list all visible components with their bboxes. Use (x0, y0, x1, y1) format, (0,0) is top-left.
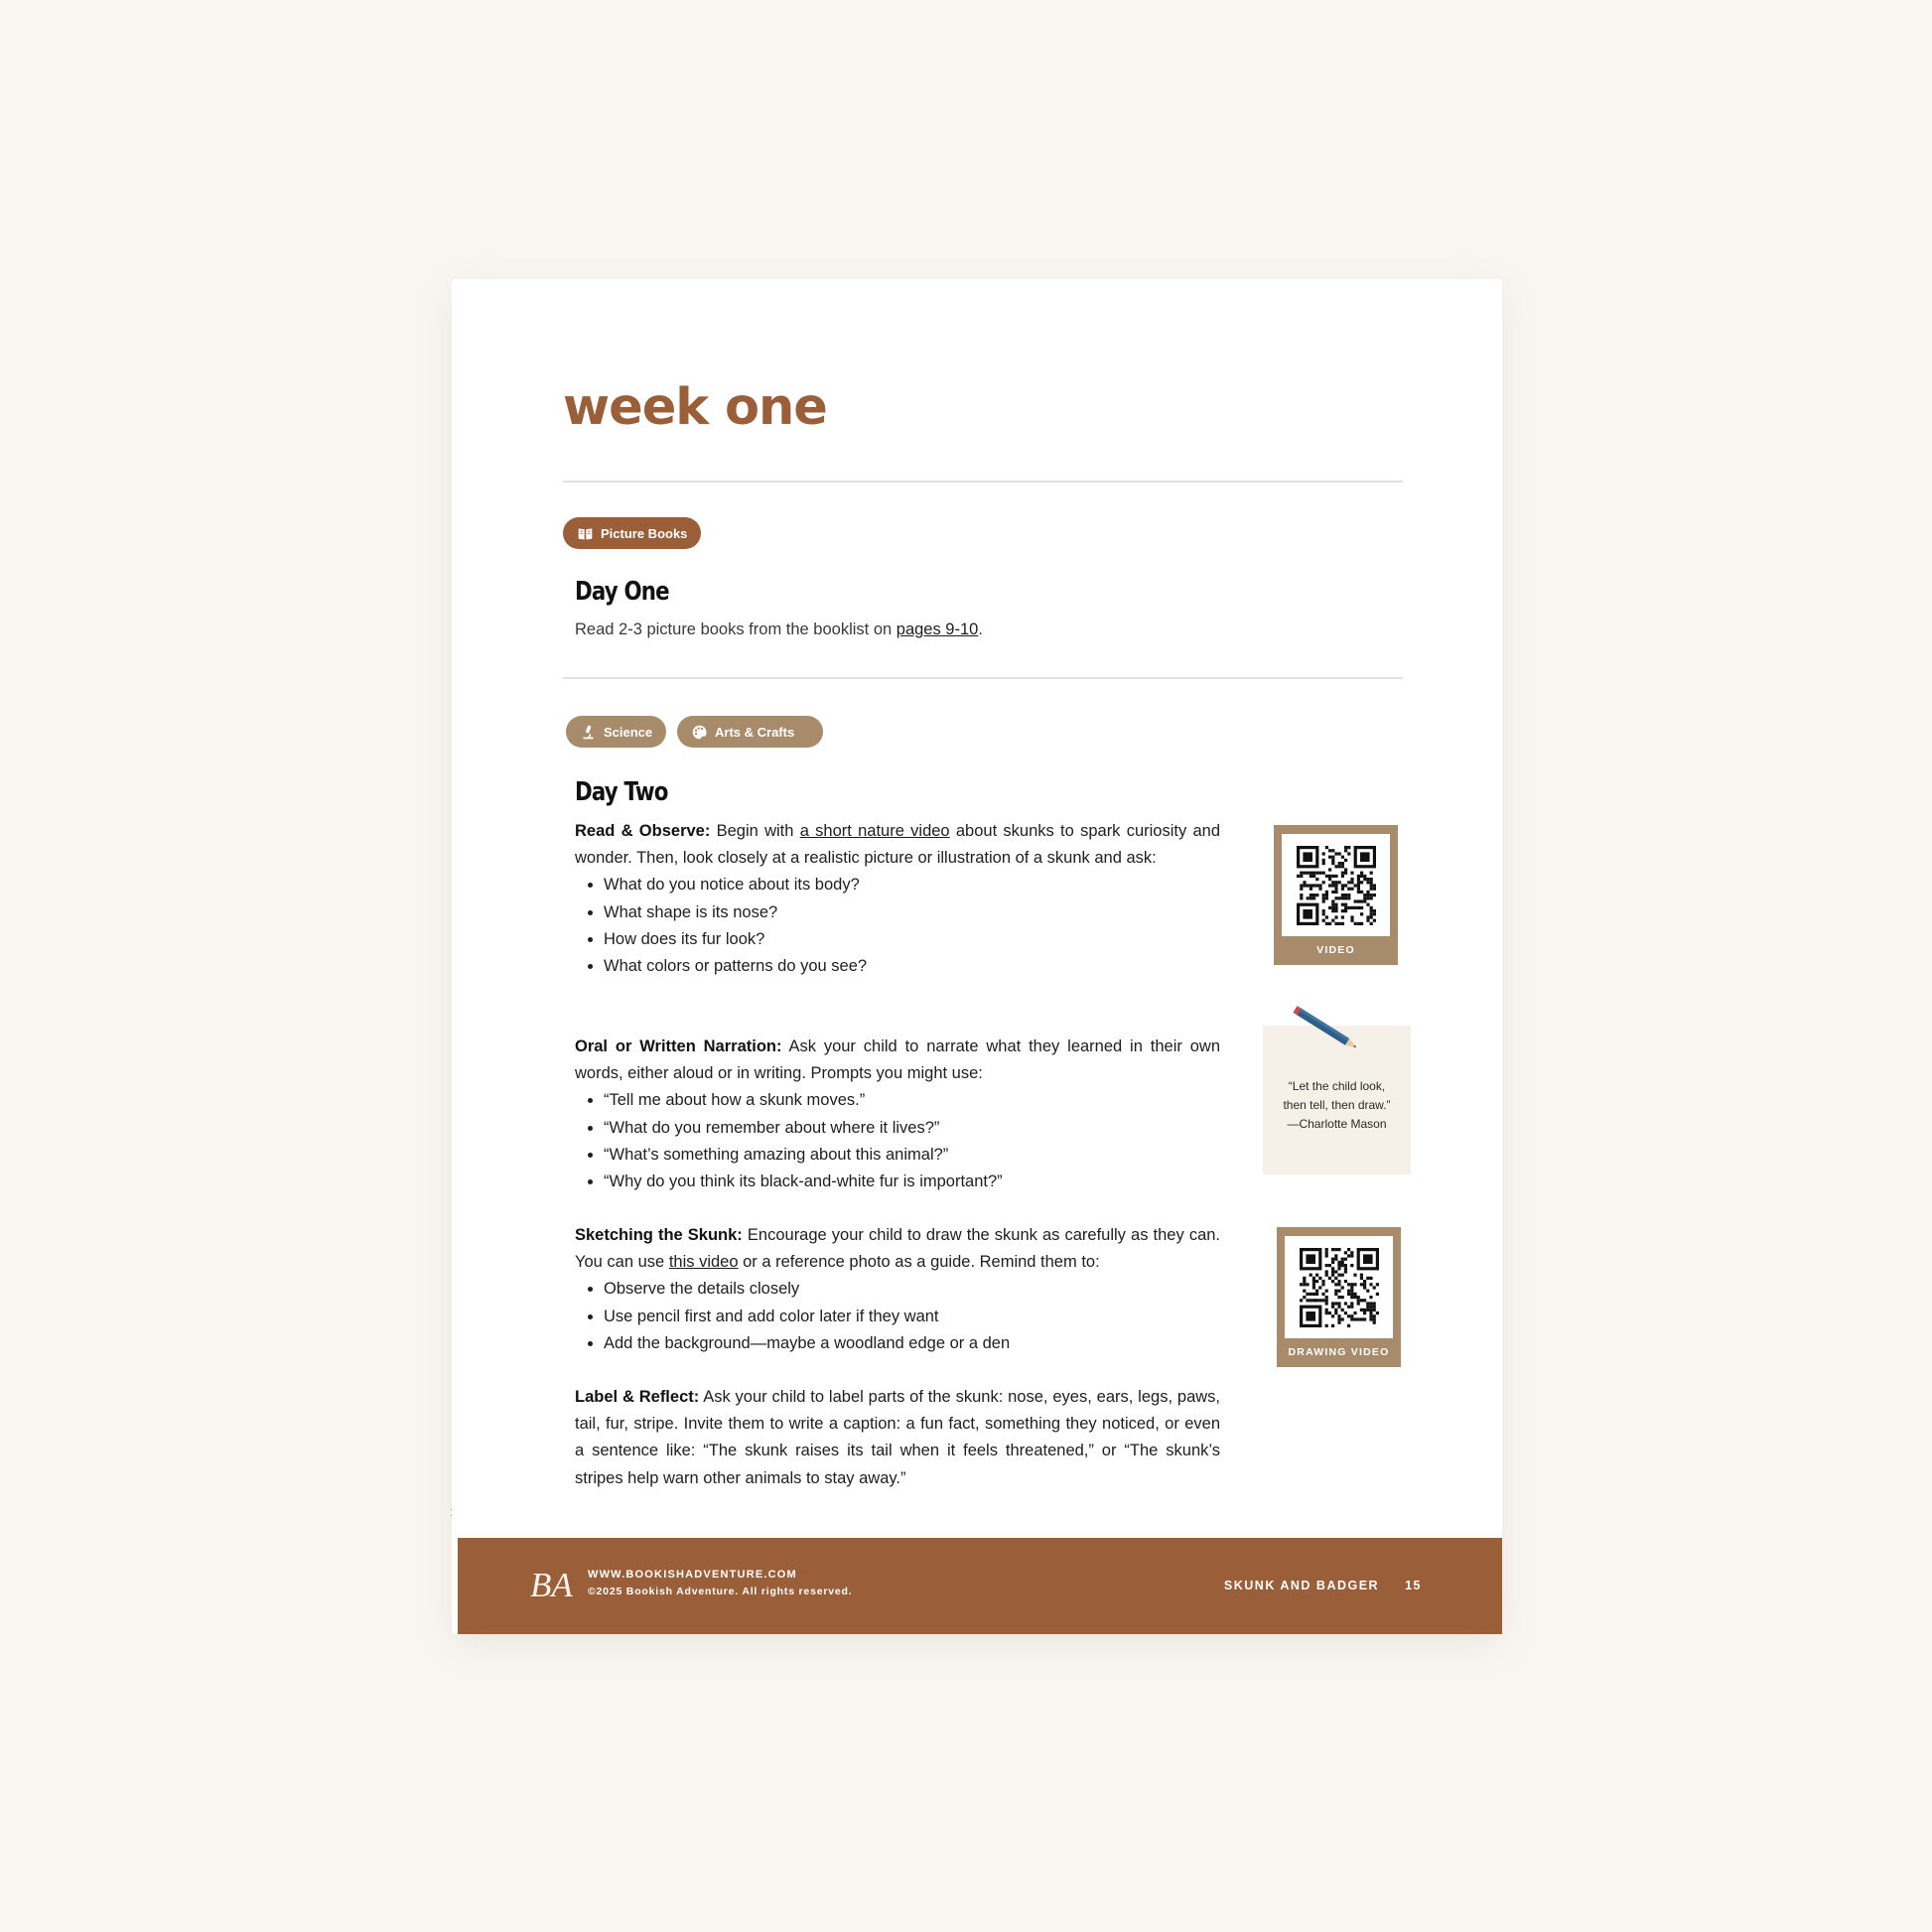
brand-logo: BA (530, 1566, 573, 1604)
pages-link[interactable]: pages 9-10 (896, 621, 979, 638)
qr-label: VIDEO (1316, 944, 1355, 956)
divider (563, 481, 1403, 483)
label-reflect-section: Label & Reflect: Ask your child to label parts of the skunk: nose, eyes, ears, legs, paws, tail, fur, stripe. Invite them to write a caption: a fun fact, something they noticed, or even a sentence like: “The skunk raises its tail when it feels threatened,” or “The skunk’s stripes help warn other animals to stay away.” (575, 1388, 1220, 1487)
list-item: • “What’s something amazing about this animal?” (604, 1142, 1220, 1169)
narration-prompts (575, 1087, 1220, 1195)
sketching-reminders (575, 1276, 1220, 1357)
list-item: • Use pencil first and add color later if they want (604, 1304, 1220, 1330)
tag-label: Picture Books (601, 525, 688, 541)
week-title: week one (563, 378, 827, 437)
day-one-text: Read 2-3 picture books from the booklist on pages 9-10. (575, 621, 983, 638)
sketching-section: Sketching the Skunk: Encourage your child to draw the skunk as carefully as they can. You can use this video or a reference photo as a guide. Remind them to: • Observe the details closely • Use pencil first and add color later if they want • Add the background—maybe a woodland edge or a den (575, 1222, 1220, 1357)
qr-code-icon (1297, 846, 1376, 925)
book-icon (577, 525, 594, 542)
page-footer (458, 1538, 1502, 1634)
worksheet-page (452, 279, 1502, 1634)
list-item: • “What do you remember about where it lives?” (604, 1115, 1220, 1142)
list-item: • “Why do you think its black-and-white fur is important?” (604, 1169, 1220, 1195)
pencil-icon (1288, 1004, 1367, 1058)
list-item: • What shape is its nose? (604, 899, 1220, 926)
footer-meta (1224, 1579, 1422, 1592)
microscope-icon (580, 724, 597, 741)
qr-code-icon (1300, 1248, 1379, 1327)
qr-label: DRAWING VIDEO (1288, 1346, 1390, 1358)
edge-marker: ⁚ (450, 1508, 454, 1519)
tag-science (566, 716, 666, 748)
read-observe-section: Read & Observe: Begin with a short nature video about skunks to spark curiosity and wonder. Then, look closely at a realistic picture or illustration of a skunk and ask: • What do you notice about its body? • What shape is its nose? • How does its fur look? • What colors or patterns do you see? (575, 818, 1220, 980)
qr-drawing-video-card[interactable] (1277, 1227, 1401, 1367)
drawing-video-link[interactable]: this video (668, 1253, 739, 1272)
narration-section: Oral or Written Narration: Ask your child to narrate what they learned in their own words, either aloud or in writing. Prompts you might use: • “Tell me about how a skunk moves.” • “What do you remember about where it lives?” • “What’s something amazing about this animal?” • “Why do you think its black-and-white fur is important?” (575, 1034, 1220, 1195)
quote-author: —Charlotte Mason (1287, 1117, 1387, 1131)
nature-video-link[interactable]: a short nature video (799, 822, 950, 840)
list-item: • Observe the details closely (604, 1276, 1220, 1303)
observe-questions (575, 872, 1220, 980)
list-item: • What colors or patterns do you see? (604, 953, 1220, 980)
day-one-heading: Day One (575, 577, 669, 607)
quote-text: “Let the child look, then tell, then draw.” —Charlotte Mason (1263, 1077, 1411, 1134)
tag-picture-books (563, 517, 701, 549)
tag-label: Science (604, 724, 653, 740)
list-item: • What do you notice about its body? (604, 872, 1220, 898)
list-item: • Add the background—maybe a woodland edge or a den (604, 1330, 1220, 1357)
divider (563, 677, 1403, 679)
book-title: SKUNK AND BADGER (1223, 1579, 1380, 1592)
footer-url[interactable]: WWW.BOOKISHADVENTURE.COM (588, 1569, 797, 1581)
tag-arts-crafts (677, 716, 823, 748)
list-item: • “Tell me about how a skunk moves.” (604, 1087, 1220, 1114)
list-item: • How does its fur look? (604, 926, 1220, 953)
quote-card (1263, 1026, 1411, 1174)
day-two-heading: Day Two (575, 777, 668, 807)
footer-copyright: ©2025 Bookish Adventure. All rights reserved. (588, 1586, 853, 1597)
palette-icon (691, 724, 708, 741)
qr-video-card[interactable] (1274, 825, 1398, 965)
page-number: 15 (1405, 1579, 1422, 1592)
tag-label: Arts & Crafts (715, 724, 795, 740)
